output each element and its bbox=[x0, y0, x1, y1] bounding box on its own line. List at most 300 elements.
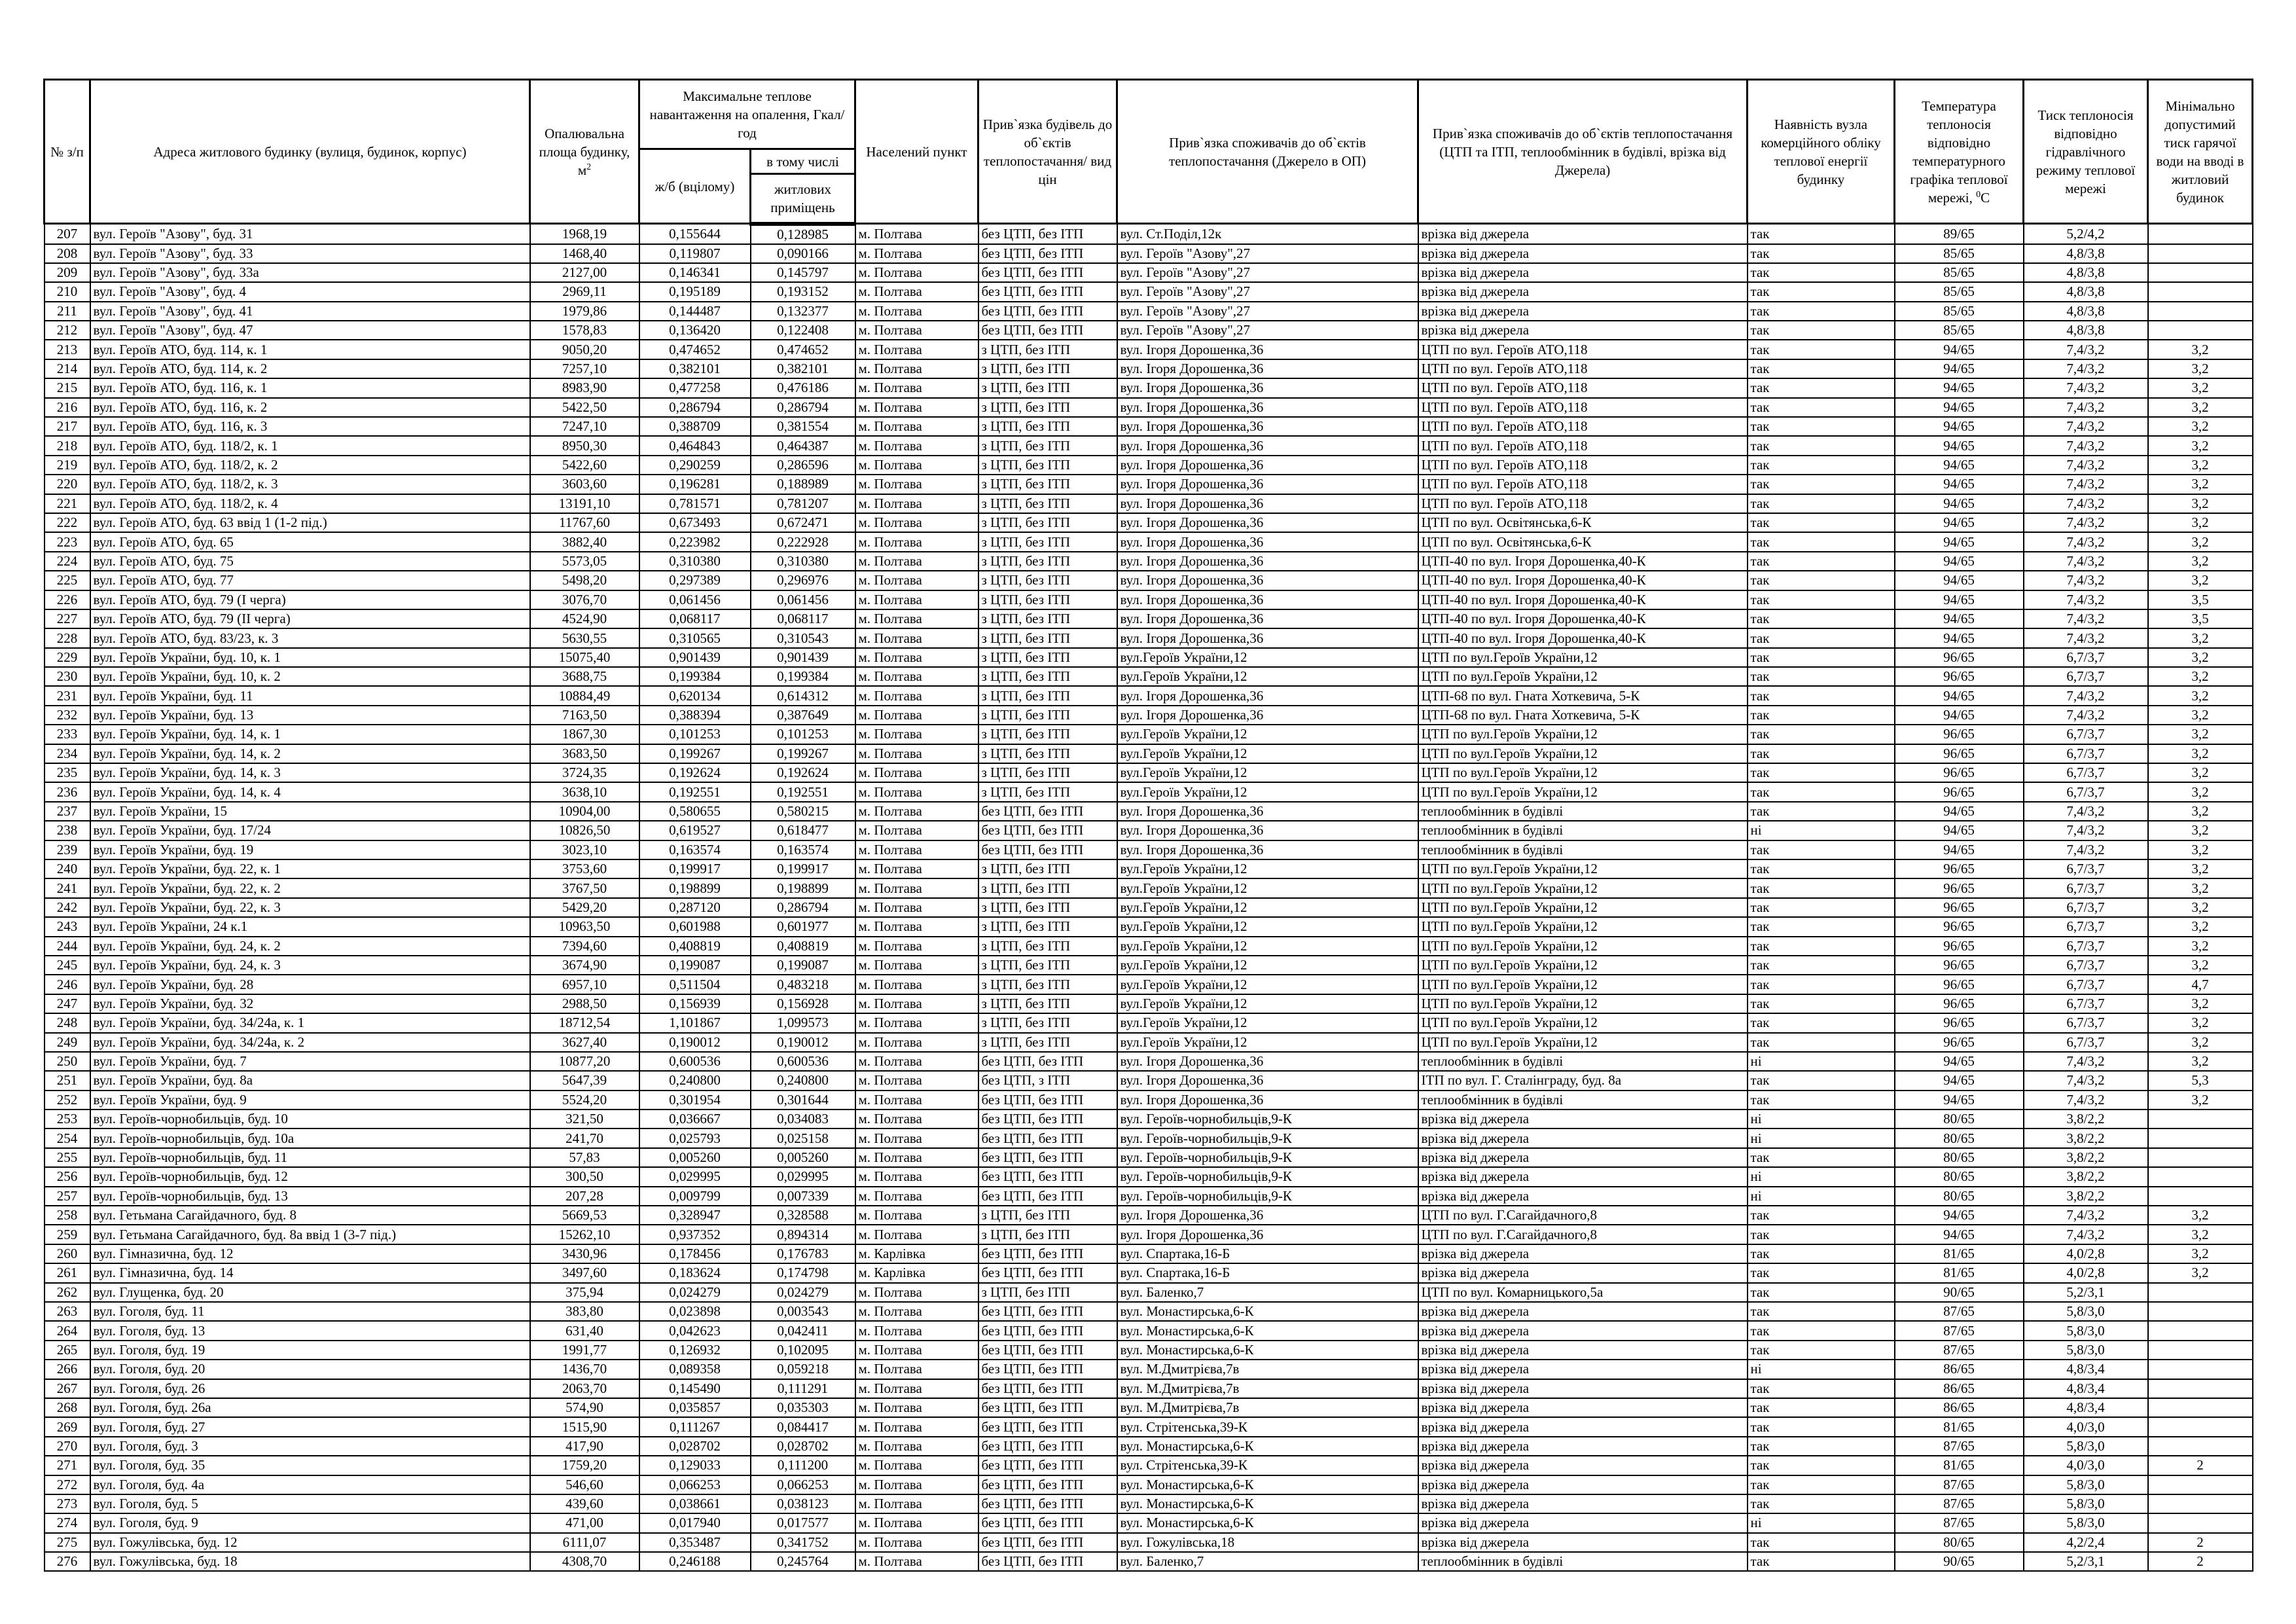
cell-load-residential: 0,901439 bbox=[751, 648, 855, 667]
cell-meter: так bbox=[1748, 937, 1895, 956]
cell-load-total: 0,240800 bbox=[639, 1071, 751, 1090]
cell-address: вул. Героїв АТО, буд. 77 bbox=[90, 571, 530, 590]
cell-heated-area: 574,90 bbox=[530, 1398, 639, 1417]
cell-row-num: 251 bbox=[45, 1071, 90, 1090]
cell-load-residential: 0,090166 bbox=[751, 244, 855, 263]
cell-address: вул. Гоголя, буд. 27 bbox=[90, 1417, 530, 1436]
cell-address: вул. Героїв України, буд. 19 bbox=[90, 840, 530, 859]
cell-temperature: 96/65 bbox=[1895, 782, 2024, 801]
cell-settlement: м. Полтава bbox=[855, 937, 978, 956]
cell-temperature: 94/65 bbox=[1895, 494, 2024, 513]
cell-load-residential: 0,245764 bbox=[751, 1552, 855, 1571]
cell-load-residential: 0,240800 bbox=[751, 1071, 855, 1090]
cell-row-num: 217 bbox=[45, 417, 90, 436]
cell-heated-area: 2988,50 bbox=[530, 994, 639, 1013]
header-area-sup: 2 bbox=[586, 162, 592, 172]
table-row bbox=[45, 590, 2253, 609]
cell-temperature: 89/65 bbox=[1895, 224, 2024, 244]
cell-source: вул. Ігоря Дорошенка,36 bbox=[1117, 532, 1418, 551]
cell-row-num: 256 bbox=[45, 1167, 90, 1186]
cell-load-total: 0,198899 bbox=[639, 878, 751, 897]
cell-meter: так bbox=[1748, 1437, 1895, 1456]
cell-building-link: без ЦТП, без ІТП bbox=[978, 1052, 1117, 1071]
cell-substation: ЦТП по вул. Освітянська,6-К bbox=[1418, 532, 1748, 551]
cell-settlement: м. Полтава bbox=[855, 1187, 978, 1206]
cell-substation: врізка від джерела bbox=[1418, 1456, 1748, 1475]
cell-load-residential: 0,483218 bbox=[751, 975, 855, 994]
cell-load-total: 0,290259 bbox=[639, 456, 751, 475]
cell-meter: так bbox=[1748, 378, 1895, 397]
cell-settlement: м. Полтава bbox=[855, 956, 978, 975]
cell-row-num: 232 bbox=[45, 706, 90, 725]
cell-load-total: 0,199087 bbox=[639, 956, 751, 975]
cell-building-link: з ЦТП, без ІТП bbox=[978, 513, 1117, 532]
cell-load-residential: 0,199917 bbox=[751, 859, 855, 878]
cell-row-num: 225 bbox=[45, 571, 90, 590]
cell-row-num: 210 bbox=[45, 282, 90, 301]
header-num: № з/п bbox=[45, 80, 90, 224]
cell-building-link: без ЦТП, без ІТП bbox=[978, 1360, 1117, 1379]
cell-temperature: 86/65 bbox=[1895, 1398, 2024, 1417]
cell-substation: врізка від джерела bbox=[1418, 1128, 1748, 1147]
cell-address: вул. Героїв України, буд. 34/24а, к. 1 bbox=[90, 1013, 530, 1032]
cell-source: вул.Героїв України,12 bbox=[1117, 648, 1418, 667]
cell-row-num: 252 bbox=[45, 1091, 90, 1110]
cell-heated-area: 1578,83 bbox=[530, 321, 639, 340]
cell-heated-area: 3753,60 bbox=[530, 859, 639, 878]
cell-temperature: 87/65 bbox=[1895, 1513, 2024, 1532]
cell-meter: ні bbox=[1748, 1052, 1895, 1071]
cell-meter: так bbox=[1748, 1263, 1895, 1282]
cell-load-total: 0,620134 bbox=[639, 686, 751, 705]
cell-temperature: 81/65 bbox=[1895, 1417, 2024, 1436]
cell-meter: так bbox=[1748, 763, 1895, 782]
table-row bbox=[45, 513, 2253, 532]
cell-address: вул. Героїв України, 24 к.1 bbox=[90, 917, 530, 936]
table-row bbox=[45, 475, 2253, 494]
table-row bbox=[45, 1187, 2253, 1206]
cell-load-total: 0,145490 bbox=[639, 1379, 751, 1398]
cell-building-link: з ЦТП, без ІТП bbox=[978, 956, 1117, 975]
cell-load-total: 0,937352 bbox=[639, 1225, 751, 1244]
cell-min-pressure: 3,2 bbox=[2148, 494, 2253, 513]
cell-temperature: 80/65 bbox=[1895, 1187, 2024, 1206]
cell-heated-area: 8950,30 bbox=[530, 436, 639, 455]
cell-load-residential: 0,474652 bbox=[751, 340, 855, 359]
cell-source: вул. Ігоря Дорошенка,36 bbox=[1117, 1206, 1418, 1225]
table-body bbox=[45, 224, 2253, 1572]
cell-settlement: м. Полтава bbox=[855, 494, 978, 513]
cell-source: вул. Монастирська,6-К bbox=[1117, 1302, 1418, 1321]
cell-load-residential: 0,310380 bbox=[751, 552, 855, 571]
cell-settlement: м. Полтава bbox=[855, 244, 978, 263]
cell-load-total: 0,601988 bbox=[639, 917, 751, 936]
cell-row-num: 274 bbox=[45, 1513, 90, 1532]
table-row bbox=[45, 994, 2253, 1013]
cell-load-residential: 0,600536 bbox=[751, 1052, 855, 1071]
cell-source: вул.Героїв України,12 bbox=[1117, 956, 1418, 975]
cell-load-total: 0,089358 bbox=[639, 1360, 751, 1379]
table-row bbox=[45, 686, 2253, 705]
cell-building-link: без ЦТП, без ІТП bbox=[978, 1187, 1117, 1206]
cell-min-pressure: 3,2 bbox=[2148, 937, 2253, 956]
cell-address: вул. Героїв України, буд. 13 bbox=[90, 706, 530, 725]
cell-pressure: 4,8/3,8 bbox=[2024, 302, 2148, 321]
cell-temperature: 94/65 bbox=[1895, 552, 2024, 571]
table-row bbox=[45, 802, 2253, 821]
cell-meter: ні bbox=[1748, 1513, 1895, 1532]
cell-load-total: 0,190012 bbox=[639, 1033, 751, 1052]
cell-row-num: 237 bbox=[45, 802, 90, 821]
cell-load-total: 0,196281 bbox=[639, 475, 751, 494]
cell-source: вул. Ігоря Дорошенка,36 bbox=[1117, 1225, 1418, 1244]
cell-building-link: без ЦТП, без ІТП bbox=[978, 802, 1117, 821]
cell-substation: врізка від джерела bbox=[1418, 1437, 1748, 1456]
cell-settlement: м. Полтава bbox=[855, 1302, 978, 1321]
cell-building-link: з ЦТП, без ІТП bbox=[978, 937, 1117, 956]
cell-settlement: м. Полтава bbox=[855, 1437, 978, 1456]
table-row bbox=[45, 1437, 2253, 1456]
cell-substation: врізка від джерела bbox=[1418, 1379, 1748, 1398]
header-load-group: Максимальне теплове навантаження на опалення, Гкал/год bbox=[639, 80, 855, 149]
cell-load-total: 0,511504 bbox=[639, 975, 751, 994]
table-row bbox=[45, 840, 2253, 859]
cell-temperature: 87/65 bbox=[1895, 1321, 2024, 1340]
cell-building-link: без ЦТП, без ІТП bbox=[978, 1244, 1117, 1263]
cell-temperature: 96/65 bbox=[1895, 1013, 2024, 1032]
cell-meter: так bbox=[1748, 1494, 1895, 1513]
cell-min-pressure bbox=[2148, 1341, 2253, 1360]
cell-substation: ЦТП по вул. Г.Сагайдачного,8 bbox=[1418, 1225, 1748, 1244]
cell-heated-area: 5669,53 bbox=[530, 1206, 639, 1225]
cell-substation: ЦТП-68 по вул. Гната Хоткевича, 5-К bbox=[1418, 706, 1748, 725]
cell-settlement: м. Полтава bbox=[855, 1321, 978, 1340]
table-row bbox=[45, 1398, 2253, 1417]
cell-meter: так bbox=[1748, 1283, 1895, 1302]
table-row bbox=[45, 744, 2253, 763]
cell-min-pressure: 3,5 bbox=[2148, 590, 2253, 609]
cell-pressure: 5,8/3,0 bbox=[2024, 1302, 2148, 1321]
heating-buildings-table bbox=[43, 79, 2253, 1572]
cell-pressure: 7,4/3,2 bbox=[2024, 436, 2148, 455]
cell-substation: ЦТП-40 по вул. Ігоря Дорошенка,40-К bbox=[1418, 571, 1748, 590]
cell-min-pressure: 2 bbox=[2148, 1552, 2253, 1571]
cell-heated-area: 11767,60 bbox=[530, 513, 639, 532]
cell-settlement: м. Полтава bbox=[855, 224, 978, 244]
cell-row-num: 227 bbox=[45, 609, 90, 628]
table-row bbox=[45, 1456, 2253, 1475]
cell-heated-area: 5429,20 bbox=[530, 898, 639, 917]
cell-address: вул. Героїв України, буд. 14, к. 3 bbox=[90, 763, 530, 782]
cell-row-num: 219 bbox=[45, 456, 90, 475]
cell-row-num: 239 bbox=[45, 840, 90, 859]
cell-settlement: м. Полтава bbox=[855, 1552, 978, 1571]
table-row bbox=[45, 321, 2253, 340]
cell-substation: ЦТП-40 по вул. Ігоря Дорошенка,40-К bbox=[1418, 552, 1748, 571]
cell-source: вул. Ігоря Дорошенка,36 bbox=[1117, 475, 1418, 494]
cell-temperature: 96/65 bbox=[1895, 1033, 2024, 1052]
cell-source: вул. Ігоря Дорошенка,36 bbox=[1117, 628, 1418, 647]
cell-settlement: м. Полтава bbox=[855, 667, 978, 686]
cell-address: вул. Героїв України, буд. 22, к. 2 bbox=[90, 878, 530, 897]
cell-load-total: 0,146341 bbox=[639, 263, 751, 282]
cell-pressure: 4,8/3,8 bbox=[2024, 282, 2148, 301]
cell-load-residential: 0,328588 bbox=[751, 1206, 855, 1225]
table-row bbox=[45, 1148, 2253, 1167]
cell-source: вул.Героїв України,12 bbox=[1117, 917, 1418, 936]
table-row bbox=[45, 436, 2253, 455]
cell-address: вул. Героїв України, буд. 14, к. 2 bbox=[90, 744, 530, 763]
cell-building-link: без ЦТП, без ІТП bbox=[978, 224, 1117, 244]
cell-pressure: 4,8/3,4 bbox=[2024, 1379, 2148, 1398]
cell-settlement: м. Полтава bbox=[855, 417, 978, 436]
cell-temperature: 96/65 bbox=[1895, 763, 2024, 782]
cell-source: вул. Героїв "Азову",27 bbox=[1117, 302, 1418, 321]
cell-source: вул. М.Дмитрієва,7в bbox=[1117, 1379, 1418, 1398]
cell-load-total: 0,287120 bbox=[639, 898, 751, 917]
cell-settlement: м. Полтава bbox=[855, 398, 978, 417]
cell-load-residential: 0,005260 bbox=[751, 1148, 855, 1167]
cell-building-link: без ЦТП, без ІТП bbox=[978, 1379, 1117, 1398]
cell-meter: так bbox=[1748, 1379, 1895, 1398]
cell-source: вул. Стрітенська,39-К bbox=[1117, 1456, 1418, 1475]
cell-min-pressure bbox=[2148, 1398, 2253, 1417]
cell-substation: ЦТП по вул.Героїв України,12 bbox=[1418, 994, 1748, 1013]
cell-pressure: 6,7/3,7 bbox=[2024, 917, 2148, 936]
cell-heated-area: 3430,96 bbox=[530, 1244, 639, 1263]
cell-meter: так bbox=[1748, 436, 1895, 455]
cell-building-link: з ЦТП, без ІТП bbox=[978, 552, 1117, 571]
cell-meter: так bbox=[1748, 648, 1895, 667]
cell-load-total: 0,029995 bbox=[639, 1167, 751, 1186]
cell-load-total: 0,066253 bbox=[639, 1475, 751, 1494]
cell-load-total: 0,129033 bbox=[639, 1456, 751, 1475]
cell-address: вул. Гоголя, буд. 19 bbox=[90, 1341, 530, 1360]
cell-heated-area: 3638,10 bbox=[530, 782, 639, 801]
cell-load-residential: 0,408819 bbox=[751, 937, 855, 956]
cell-source: вул. Ігоря Дорошенка,36 bbox=[1117, 609, 1418, 628]
cell-pressure: 6,7/3,7 bbox=[2024, 994, 2148, 1013]
cell-meter: так bbox=[1748, 686, 1895, 705]
cell-load-total: 0,101253 bbox=[639, 725, 751, 744]
cell-substation: врізка від джерела bbox=[1418, 263, 1748, 282]
cell-meter: так bbox=[1748, 1417, 1895, 1436]
cell-source: вул. Ігоря Дорошенка,36 bbox=[1117, 398, 1418, 417]
cell-temperature: 94/65 bbox=[1895, 1052, 2024, 1071]
cell-substation: врізка від джерела bbox=[1418, 1263, 1748, 1282]
cell-row-num: 266 bbox=[45, 1360, 90, 1379]
cell-load-total: 0,477258 bbox=[639, 378, 751, 397]
cell-settlement: м. Полтава bbox=[855, 1475, 978, 1494]
cell-source: вул. Монастирська,6-К bbox=[1117, 1494, 1418, 1513]
cell-row-num: 238 bbox=[45, 821, 90, 840]
cell-meter: так bbox=[1748, 1206, 1895, 1225]
table-row bbox=[45, 763, 2253, 782]
cell-load-total: 0,036667 bbox=[639, 1110, 751, 1128]
cell-address: вул. Героїв-чорнобильців, буд. 13 bbox=[90, 1187, 530, 1206]
cell-source: вул.Героїв України,12 bbox=[1117, 744, 1418, 763]
cell-load-residential: 0,188989 bbox=[751, 475, 855, 494]
cell-pressure: 7,4/3,2 bbox=[2024, 840, 2148, 859]
cell-load-total: 0,068117 bbox=[639, 609, 751, 628]
cell-source: вул.Героїв України,12 bbox=[1117, 898, 1418, 917]
cell-meter: ні bbox=[1748, 1128, 1895, 1147]
cell-temperature: 94/65 bbox=[1895, 1091, 2024, 1110]
cell-settlement: м. Полтава bbox=[855, 282, 978, 301]
cell-min-pressure: 3,2 bbox=[2148, 686, 2253, 705]
cell-load-residential: 0,111200 bbox=[751, 1456, 855, 1475]
cell-min-pressure: 3,2 bbox=[2148, 840, 2253, 859]
cell-pressure: 7,4/3,2 bbox=[2024, 417, 2148, 436]
cell-source: вул.Героїв України,12 bbox=[1117, 1033, 1418, 1052]
cell-load-residential: 0,111291 bbox=[751, 1379, 855, 1398]
cell-settlement: м. Полтава bbox=[855, 840, 978, 859]
cell-heated-area: 3882,40 bbox=[530, 532, 639, 551]
cell-min-pressure: 3,2 bbox=[2148, 628, 2253, 647]
cell-building-link: з ЦТП, без ІТП bbox=[978, 1206, 1117, 1225]
cell-substation: ІТП по вул. Г. Сталінграду, буд. 8а bbox=[1418, 1071, 1748, 1090]
cell-settlement: м. Полтава bbox=[855, 263, 978, 282]
table-row bbox=[45, 224, 2253, 244]
cell-row-num: 250 bbox=[45, 1052, 90, 1071]
cell-substation: ЦТП-40 по вул. Ігоря Дорошенка,40-К bbox=[1418, 590, 1748, 609]
cell-address: вул. Героїв АТО, буд. 116, к. 2 bbox=[90, 398, 530, 417]
cell-pressure: 4,8/3,8 bbox=[2024, 263, 2148, 282]
cell-min-pressure bbox=[2148, 1494, 2253, 1513]
cell-row-num: 267 bbox=[45, 1379, 90, 1398]
cell-min-pressure: 3,2 bbox=[2148, 532, 2253, 551]
header-temperature-sup: 0 bbox=[1976, 189, 1981, 200]
cell-substation: ЦТП по вул.Героїв України,12 bbox=[1418, 725, 1748, 744]
cell-substation: ЦТП по вул. Героїв АТО,118 bbox=[1418, 494, 1748, 513]
cell-load-residential: 0,198899 bbox=[751, 878, 855, 897]
cell-substation: ЦТП по вул.Героїв України,12 bbox=[1418, 917, 1748, 936]
table-row bbox=[45, 1302, 2253, 1321]
cell-heated-area: 8983,90 bbox=[530, 378, 639, 397]
header-settlement: Населений пункт bbox=[855, 80, 978, 224]
cell-load-residential: 0,580215 bbox=[751, 802, 855, 821]
cell-min-pressure bbox=[2148, 1321, 2253, 1340]
cell-address: вул. Героїв України, буд. 32 bbox=[90, 994, 530, 1013]
cell-building-link: без ЦТП, без ІТП bbox=[978, 1263, 1117, 1282]
cell-substation: ЦТП по вул.Героїв України,12 bbox=[1418, 1033, 1748, 1052]
table-row bbox=[45, 359, 2253, 378]
cell-building-link: без ЦТП, без ІТП bbox=[978, 1167, 1117, 1186]
cell-temperature: 94/65 bbox=[1895, 532, 2024, 551]
cell-settlement: м. Карлівка bbox=[855, 1263, 978, 1282]
cell-address: вул. Героїв України, буд. 10, к. 2 bbox=[90, 667, 530, 686]
cell-load-residential: 0,618477 bbox=[751, 821, 855, 840]
cell-load-residential: 0,128985 bbox=[751, 224, 855, 244]
cell-pressure: 5,8/3,0 bbox=[2024, 1437, 2148, 1456]
cell-heated-area: 321,50 bbox=[530, 1110, 639, 1128]
cell-min-pressure: 3,2 bbox=[2148, 1244, 2253, 1263]
cell-min-pressure: 4,7 bbox=[2148, 975, 2253, 994]
cell-heated-area: 9050,20 bbox=[530, 340, 639, 359]
cell-settlement: м. Полтава bbox=[855, 571, 978, 590]
cell-load-total: 0,028702 bbox=[639, 1437, 751, 1456]
cell-row-num: 263 bbox=[45, 1302, 90, 1321]
cell-substation: врізка від джерела bbox=[1418, 1302, 1748, 1321]
cell-load-residential: 0,156928 bbox=[751, 994, 855, 1013]
cell-heated-area: 417,90 bbox=[530, 1437, 639, 1456]
cell-temperature: 96/65 bbox=[1895, 878, 2024, 897]
cell-pressure: 7,4/3,2 bbox=[2024, 359, 2148, 378]
cell-settlement: м. Полтава bbox=[855, 878, 978, 897]
cell-settlement: м. Полтава bbox=[855, 686, 978, 705]
cell-load-total: 0,126932 bbox=[639, 1341, 751, 1360]
cell-source: вул. Ігоря Дорошенка,36 bbox=[1117, 571, 1418, 590]
cell-meter: ні bbox=[1748, 1360, 1895, 1379]
cell-meter: так bbox=[1748, 321, 1895, 340]
cell-source: вул. Монастирська,6-К bbox=[1117, 1341, 1418, 1360]
cell-load-total: 0,408819 bbox=[639, 937, 751, 956]
cell-heated-area: 207,28 bbox=[530, 1187, 639, 1206]
table-row bbox=[45, 1513, 2253, 1532]
cell-source: вул. Героїв "Азову",27 bbox=[1117, 282, 1418, 301]
cell-meter: так bbox=[1748, 840, 1895, 859]
table-row bbox=[45, 282, 2253, 301]
table-row bbox=[45, 956, 2253, 975]
cell-min-pressure: 3,2 bbox=[2148, 782, 2253, 801]
cell-min-pressure: 3,2 bbox=[2148, 1013, 2253, 1032]
cell-address: вул. Гоголя, буд. 9 bbox=[90, 1513, 530, 1532]
table-row bbox=[45, 1341, 2253, 1360]
cell-substation: врізка від джерела bbox=[1418, 1417, 1748, 1436]
cell-load-residential: 0,003543 bbox=[751, 1302, 855, 1321]
cell-min-pressure bbox=[2148, 1283, 2253, 1302]
table-row bbox=[45, 878, 2253, 897]
table-row bbox=[45, 1110, 2253, 1128]
cell-temperature: 87/65 bbox=[1895, 1302, 2024, 1321]
cell-heated-area: 1867,30 bbox=[530, 725, 639, 744]
cell-load-residential: 0,286794 bbox=[751, 898, 855, 917]
cell-heated-area: 10904,00 bbox=[530, 802, 639, 821]
cell-settlement: м. Полтава bbox=[855, 436, 978, 455]
cell-address: вул. Героїв України, буд. 14, к. 4 bbox=[90, 782, 530, 801]
cell-row-num: 212 bbox=[45, 321, 90, 340]
cell-source: вул. Спартака,16-Б bbox=[1117, 1263, 1418, 1282]
cell-heated-area: 383,80 bbox=[530, 1302, 639, 1321]
header-temperature-label: Температура теплоносія відповідно температурного графіка теплової мережі, bbox=[1910, 98, 2008, 206]
cell-source: вул.Героїв України,12 bbox=[1117, 878, 1418, 897]
cell-address: вул. Героїв України, буд. 10, к. 1 bbox=[90, 648, 530, 667]
cell-address: вул. Героїв АТО, буд. 114, к. 2 bbox=[90, 359, 530, 378]
cell-temperature: 94/65 bbox=[1895, 359, 2024, 378]
cell-substation: теплообмінник в будівлі bbox=[1418, 840, 1748, 859]
cell-heated-area: 375,94 bbox=[530, 1283, 639, 1302]
cell-min-pressure bbox=[2148, 1187, 2253, 1206]
cell-pressure: 7,4/3,2 bbox=[2024, 532, 2148, 551]
table-row bbox=[45, 1533, 2253, 1552]
table-row bbox=[45, 340, 2253, 359]
cell-substation: врізка від джерела bbox=[1418, 1475, 1748, 1494]
cell-min-pressure: 3,2 bbox=[2148, 359, 2253, 378]
cell-source: вул. М.Дмитрієва,7в bbox=[1117, 1398, 1418, 1417]
cell-building-link: з ЦТП, без ІТП bbox=[978, 878, 1117, 897]
cell-source: вул.Героїв України,12 bbox=[1117, 782, 1418, 801]
cell-address: вул. Героїв-чорнобильців, буд. 10 bbox=[90, 1110, 530, 1128]
cell-load-total: 0,600536 bbox=[639, 1052, 751, 1071]
header-address: Адреса житлового будинку (вулиця, будинок, корпус) bbox=[90, 80, 530, 224]
cell-load-residential: 0,199087 bbox=[751, 956, 855, 975]
cell-heated-area: 5630,55 bbox=[530, 628, 639, 647]
cell-substation: теплообмінник в будівлі bbox=[1418, 821, 1748, 840]
cell-address: вул. Героїв "Азову", буд. 31 bbox=[90, 224, 530, 244]
cell-address: вул. Героїв "Азову", буд. 33а bbox=[90, 263, 530, 282]
cell-source: вул. Героїв-чорнобильців,9-К bbox=[1117, 1167, 1418, 1186]
cell-settlement: м. Полтава bbox=[855, 359, 978, 378]
